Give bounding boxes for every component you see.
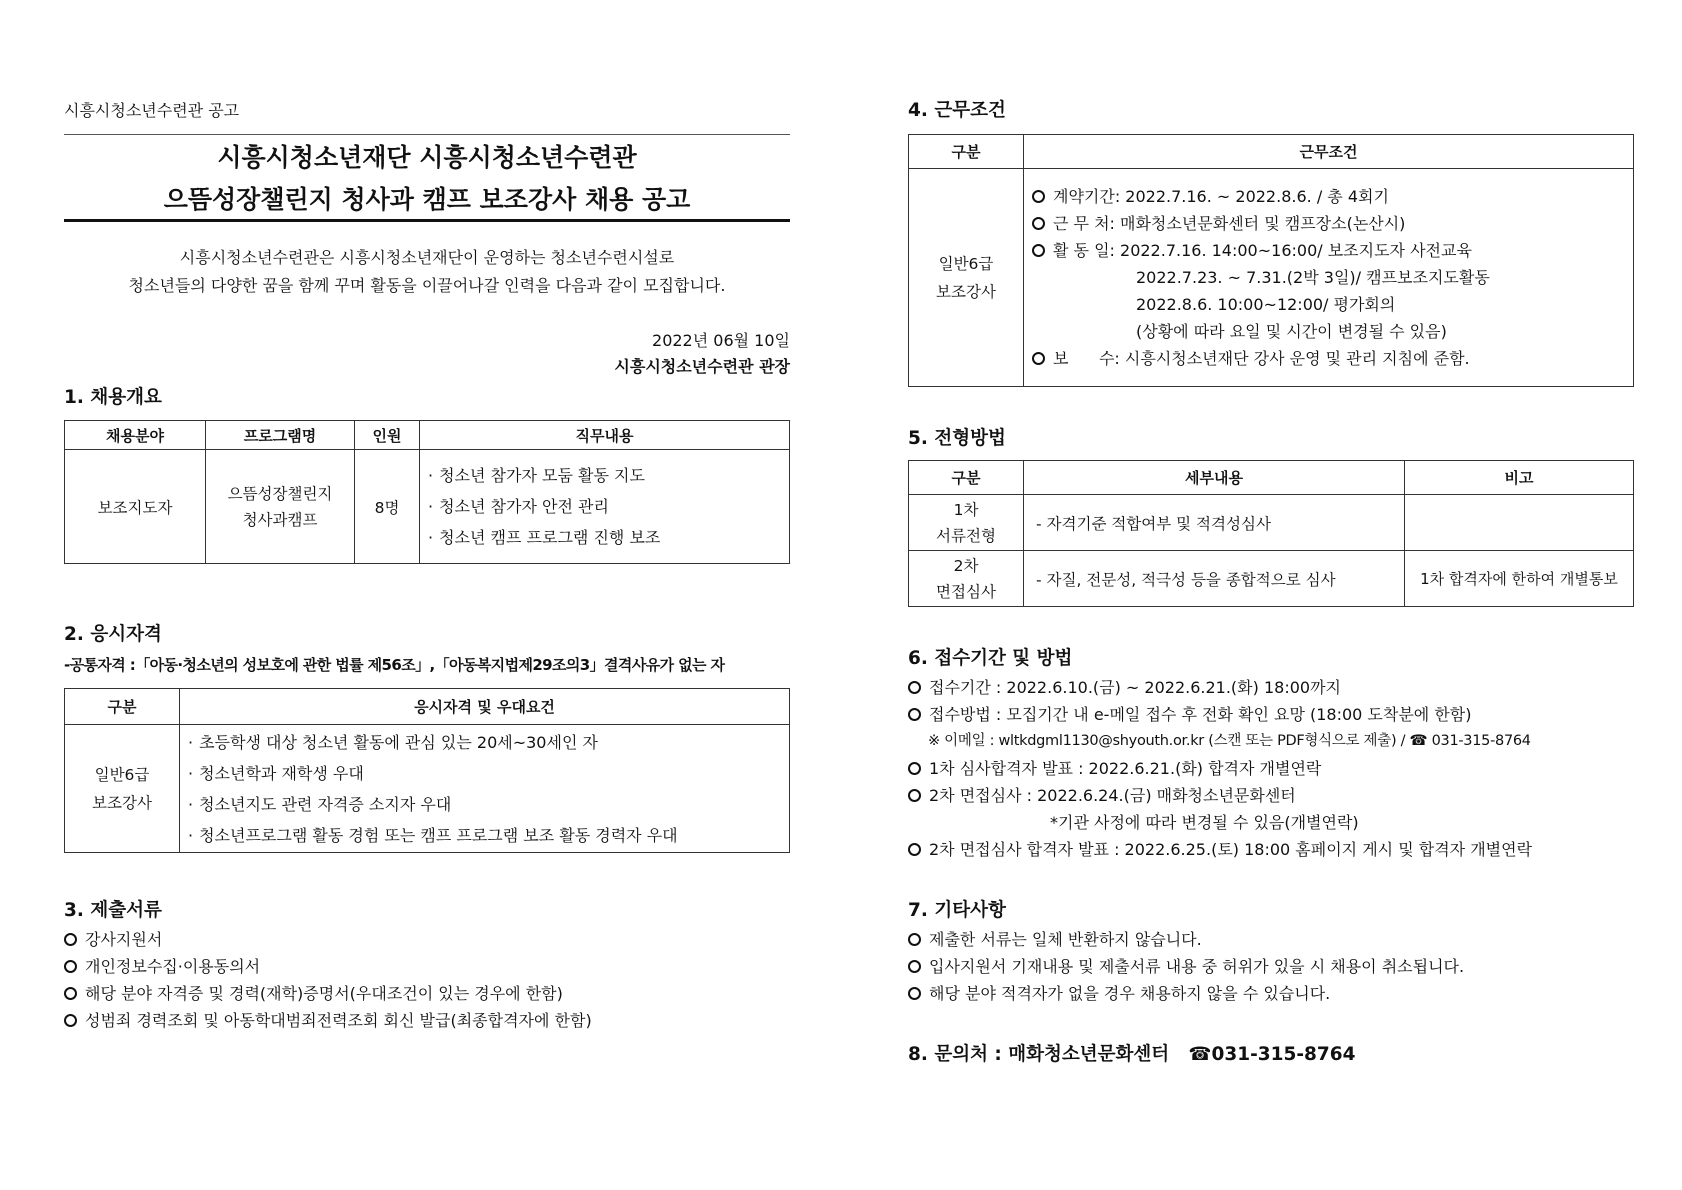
dot-icon: · bbox=[428, 528, 434, 547]
program-line1: 으뜸성장챌린지 bbox=[227, 484, 333, 503]
misc-item: 입사지원서 기재내용 및 제출서류 내용 중 허위가 있을 시 채용이 취소됩니다. bbox=[908, 953, 1464, 980]
stage-cell bbox=[909, 495, 1024, 551]
selection-table bbox=[908, 460, 1634, 607]
duty-item: · 청소년 캠프 프로그램 진행 보조 bbox=[428, 528, 661, 547]
qualification-cell bbox=[180, 725, 790, 853]
misc-item: 해당 분야 적격자가 없을 경우 채용하지 않을 수 있습니다. bbox=[908, 980, 1464, 1007]
duty-item: · 청소년 참가자 안전 관리 bbox=[428, 497, 609, 516]
application-item: 2차 면접심사 합격자 발표 : 2022.6.25.(토) 18:00 홈페이지 게시 및 합격자 개별연락 bbox=[908, 836, 1532, 863]
category-line1: 일반6급 bbox=[938, 254, 994, 273]
circle-bullet-icon bbox=[1032, 352, 1045, 365]
recruitment-table bbox=[64, 420, 790, 564]
title-rule-top bbox=[64, 134, 790, 135]
selection-row bbox=[909, 551, 1634, 607]
page-title-line2: 으뜸성장챌린지 청사과 캠프 보조강사 채용 공고 bbox=[163, 185, 691, 214]
duties-cell bbox=[420, 450, 790, 564]
circle-bullet-icon bbox=[64, 933, 77, 946]
circle-bullet-icon bbox=[1032, 244, 1045, 257]
contact-phone: ☎031-315-8764 bbox=[1188, 1044, 1356, 1065]
intro-line2: 청소년들의 다양한 꿈을 함께 꾸며 활동을 이끌어나갈 인력을 다음과 같이 모집합니다. bbox=[128, 276, 726, 295]
work-conditions-table bbox=[908, 134, 1634, 387]
dot-icon: · bbox=[188, 794, 194, 814]
section1-title: 1. 채용개요 bbox=[64, 387, 162, 408]
org-notice: 시흥시청소년수련관 공고 bbox=[64, 101, 240, 120]
section3-title: 3. 제출서류 bbox=[64, 900, 162, 921]
col-detail: 세부내용 bbox=[1024, 461, 1405, 495]
notice-issuer: 시흥시청소년수련관 관장 bbox=[614, 357, 790, 376]
dot-icon: · bbox=[188, 825, 194, 845]
section7-title: 7. 기타사항 bbox=[908, 900, 1006, 921]
page-title-line1: 시흥시청소년재단 시흥시청소년수련관 bbox=[217, 143, 637, 172]
misc-list bbox=[908, 926, 1464, 1007]
qualification-item: · 초등학생 대상 청소년 활동에 관심 있는 20세~30세인 자 bbox=[188, 732, 598, 752]
stage-line1: 2차 bbox=[953, 556, 979, 575]
condition-line: 보 수: 시흥시청소년재단 강사 운영 및 관리 지침에 준함. bbox=[1032, 345, 1627, 372]
field-cell: 보조지도자 bbox=[65, 450, 206, 564]
note-cell bbox=[1405, 495, 1634, 551]
circle-bullet-icon bbox=[908, 762, 921, 775]
change-note: *기관 사정에 따라 변경될 수 있음(개별연락) bbox=[1050, 813, 1359, 832]
circle-bullet-icon bbox=[64, 960, 77, 973]
condition-line: 활 동 일: 2022.7.16. 14:00~16:00/ 보조지도자 사전교육 bbox=[1032, 237, 1627, 264]
misc-item: 제출한 서류는 일체 반환하지 않습니다. bbox=[908, 926, 1464, 953]
application-item: 1차 심사합격자 발표 : 2022.6.21.(화) 합격자 개별연락 bbox=[908, 755, 1532, 782]
col-conditions: 근무조건 bbox=[1024, 135, 1634, 169]
category-line2: 보조강사 bbox=[936, 282, 996, 301]
email-note: ※ 이메일 : wltkdgml1130@shyouth.or.kr (스캔 또는 PDF형식으로 제출) / ☎ 031-315-8764 bbox=[928, 733, 1531, 749]
condition-line: 근 무 처: 매화청소년문화센터 및 캠프장소(논산시) bbox=[1032, 210, 1627, 237]
detail-cell: - 자격기준 적합여부 및 적격성심사 bbox=[1024, 495, 1405, 551]
dot-icon: · bbox=[428, 466, 434, 485]
section4-title: 4. 근무조건 bbox=[908, 100, 1006, 121]
section2-title: 2. 응시자격 bbox=[64, 624, 162, 645]
circle-bullet-icon bbox=[1032, 217, 1045, 230]
stage-line2: 면접심사 bbox=[936, 582, 996, 601]
col-program: 프로그램명 bbox=[206, 421, 355, 450]
qualification-item: · 청소년프로그램 활동 경험 또는 캠프 프로그램 보조 활동 경력자 우대 bbox=[188, 825, 678, 845]
circle-bullet-icon bbox=[64, 987, 77, 1000]
col-stage: 구분 bbox=[909, 461, 1024, 495]
circle-bullet-icon bbox=[908, 960, 921, 973]
document-item: 개인정보수집·이용동의서 bbox=[64, 953, 592, 980]
category-line2: 보조강사 bbox=[92, 793, 152, 812]
document-item: 강사지원서 bbox=[64, 926, 592, 953]
condition-line: 2022.7.23. ~ 7.31.(2박 3일)/ 캠프보조지도활동 bbox=[1136, 268, 1490, 287]
document-item: 성범죄 경력조회 및 아동학대범죄전력조회 회신 발급(최종합격자에 한함) bbox=[64, 1007, 592, 1034]
condition-line: 2022.8.6. 10:00~12:00/ 평가회의 bbox=[1136, 295, 1396, 314]
col-field: 채용분야 bbox=[65, 421, 206, 450]
circle-bullet-icon bbox=[908, 843, 921, 856]
section8-title bbox=[908, 1040, 1356, 1066]
section5-title: 5. 전형방법 bbox=[908, 428, 1006, 449]
circle-bullet-icon bbox=[908, 789, 921, 802]
documents-list bbox=[64, 926, 592, 1034]
program-cell bbox=[206, 450, 355, 564]
application-item: 2차 면접심사 : 2022.6.24.(금) 매화청소년문화센터 bbox=[908, 782, 1532, 809]
contact-label: 8. 문의처 : 매화청소년문화센터 bbox=[908, 1044, 1170, 1065]
count-cell: 8명 bbox=[355, 450, 420, 564]
qualification-item: · 청소년학과 재학생 우대 bbox=[188, 763, 364, 783]
col-count: 인원 bbox=[355, 421, 420, 450]
application-list bbox=[908, 674, 1532, 863]
notice-date: 2022년 06월 10일 bbox=[652, 331, 790, 350]
stage-cell bbox=[909, 551, 1024, 607]
application-item: 접수기간 : 2022.6.10.(금) ~ 2022.6.21.(화) 18:00까지 bbox=[908, 674, 1532, 701]
qualification-table bbox=[64, 688, 790, 853]
category-cell bbox=[65, 725, 180, 853]
col-category: 구분 bbox=[65, 689, 180, 725]
intro-line1: 시흥시청소년수련관은 시흥시청소년재단이 운영하는 청소년수련시설로 bbox=[179, 248, 675, 267]
document-item: 해당 분야 자격증 및 경력(재학)증명서(우대조건이 있는 경우에 한함) bbox=[64, 980, 592, 1007]
circle-bullet-icon bbox=[908, 987, 921, 1000]
circle-bullet-icon bbox=[908, 681, 921, 694]
circle-bullet-icon bbox=[908, 933, 921, 946]
circle-bullet-icon bbox=[908, 708, 921, 721]
dot-icon: · bbox=[428, 497, 434, 516]
duty-item: · 청소년 참가자 모둠 활동 지도 bbox=[428, 466, 645, 485]
note-cell: 1차 합격자에 한하여 개별통보 bbox=[1405, 551, 1634, 607]
condition-line: 계약기간: 2022.7.16. ~ 2022.8.6. / 총 4회기 bbox=[1032, 183, 1627, 210]
condition-line: (상황에 따라 요일 및 시간이 변경될 수 있음) bbox=[1136, 322, 1447, 341]
common-qualification: -공통자격 :「아동·청소년의 성보호에 관한 법률 제56조」,「아동복지법제29조의3」결격사유가 없는 자 bbox=[64, 656, 725, 674]
col-note: 비고 bbox=[1405, 461, 1634, 495]
col-duties: 직무내용 bbox=[420, 421, 790, 450]
selection-row bbox=[909, 495, 1634, 551]
category-line1: 일반6급 bbox=[94, 765, 150, 784]
category-cell bbox=[909, 169, 1024, 387]
dot-icon: · bbox=[188, 763, 194, 783]
detail-cell: - 자질, 전문성, 적극성 등을 종합적으로 심사 bbox=[1024, 551, 1405, 607]
program-line2: 청사과캠프 bbox=[242, 510, 318, 529]
qualification-item: · 청소년지도 관련 자격증 소지자 우대 bbox=[188, 794, 452, 814]
conditions-cell bbox=[1024, 169, 1634, 387]
col-category: 구분 bbox=[909, 135, 1024, 169]
circle-bullet-icon bbox=[64, 1014, 77, 1027]
section6-title: 6. 접수기간 및 방법 bbox=[908, 648, 1073, 669]
title-rule-bottom bbox=[64, 219, 790, 222]
application-item: 접수방법 : 모집기간 내 e-메일 접수 후 전화 확인 요망 (18:00 도착분에 한함) bbox=[908, 701, 1532, 728]
dot-icon: · bbox=[188, 732, 194, 752]
col-qualification: 응시자격 및 우대요건 bbox=[180, 689, 790, 725]
circle-bullet-icon bbox=[1032, 190, 1045, 203]
stage-line1: 1차 bbox=[953, 500, 979, 519]
stage-line2: 서류전형 bbox=[936, 526, 996, 545]
